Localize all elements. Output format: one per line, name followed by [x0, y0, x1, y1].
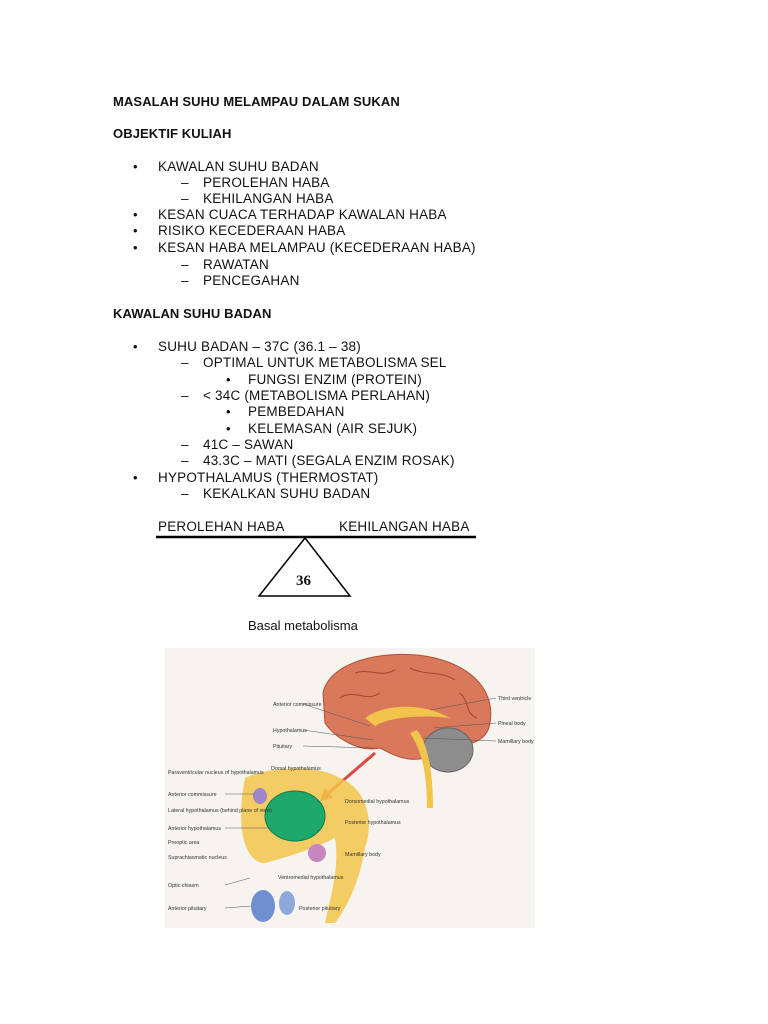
objective-subitem: PEROLEHAN HABA [203, 175, 330, 190]
figure-label: Dorsomedial hypothalamus [345, 799, 410, 805]
hypothalamus-figure [165, 648, 535, 928]
temp-subsubitem: KELEMASAN (AIR SEJUK) [248, 421, 418, 436]
dash-icon: – [181, 437, 189, 452]
temp-subsubitem: PEMBEDAHAN [248, 404, 345, 419]
figure-label: Posterior pituitary [299, 906, 341, 912]
objective-item: KESAN HABA MELAMPAU (KECEDERAAN HABA) [158, 240, 476, 255]
figure-label: Hypothalamus [273, 728, 307, 734]
figure-label: Third ventricle [498, 696, 532, 702]
objective-item: RISIKO KECEDERAAN HABA [158, 223, 346, 238]
temp-subitem: 43.3C – MATI (SEGALA ENZIM ROSAK) [203, 453, 455, 468]
bullet-icon: • [133, 207, 138, 222]
temp-item: HYPOTHALAMUS (THERMOSTAT) [158, 470, 379, 485]
temp-subsubitem: FUNGSI ENZIM (PROTEIN) [248, 372, 422, 387]
figure-label: Anterior hypothalamus [168, 826, 221, 832]
temp-subitem: OPTIMAL UNTUK METABOLISMA SEL [203, 355, 447, 370]
bullet-icon: • [226, 421, 231, 436]
dash-icon: – [181, 486, 189, 501]
figure-label: Optic chiasm [168, 883, 199, 889]
posterior-pituitary-shape [279, 891, 295, 915]
balance-caption: Basal metabolisma [248, 618, 358, 633]
bullet-icon: • [226, 404, 231, 419]
figure-label: Lateral hypothalamus (behind plane of view) [168, 808, 272, 814]
temp-subitem: KEKALKAN SUHU BADAN [203, 486, 371, 501]
temp-subitem: < 34C (METABOLISMA PERLAHAN) [203, 388, 431, 403]
objective-subitem: KEHILANGAN HABA [203, 191, 334, 206]
objective-item: KESAN CUACA TERHADAP KAWALAN HABA [158, 207, 447, 222]
figure-label: Mamillary body [498, 739, 534, 745]
figure-label: Pituitary [273, 744, 293, 750]
objective-subitem: RAWATAN [203, 257, 269, 272]
figure-label: Anterior commissure [273, 702, 322, 708]
figure-label: Anterior commissure [168, 792, 217, 798]
figure-label: Mamillary body [345, 852, 381, 858]
figure-label: Anterior pituitary [168, 906, 207, 912]
figure-label: Suprachiasmatic nucleus [168, 855, 227, 861]
document-title: MASALAH SUHU MELAMPAU DALAM SUKAN [113, 94, 400, 109]
figure-label: Posterior hypothalamus [345, 820, 401, 826]
bullet-icon: • [133, 470, 138, 485]
mamillary-body-shape [308, 844, 326, 862]
bullet-icon: • [133, 240, 138, 255]
dash-icon: – [181, 453, 189, 468]
anterior-pituitary-shape [251, 890, 275, 922]
figure-label: Ventromedial hypothalamus [278, 875, 344, 881]
balance-left-label: PEROLEHAN HABA [158, 519, 285, 534]
objective-item: KAWALAN SUHU BADAN [158, 159, 319, 174]
objectives-heading: OBJEKTIF KULIAH [113, 126, 232, 141]
balance-scale-diagram [150, 534, 485, 604]
figure-label: Preoptic area [168, 840, 200, 846]
bullet-icon: • [133, 339, 138, 354]
figure-label: Dorsal hypothalamus [271, 766, 321, 772]
figure-label: Pineal body [498, 721, 526, 727]
dash-icon: – [181, 191, 189, 206]
bullet-icon: • [133, 159, 138, 174]
section-heading: KAWALAN SUHU BADAN [113, 306, 272, 321]
hypothalamus-nuclei-shape [265, 791, 325, 841]
dash-icon: – [181, 175, 189, 190]
balance-right-label: KEHILANGAN HABA [339, 519, 470, 534]
balance-value: 36 [296, 573, 311, 589]
cerebellum-shape [423, 728, 473, 772]
bullet-icon: • [226, 372, 231, 387]
temp-subitem: 41C – SAWAN [203, 437, 294, 452]
temp-item: SUHU BADAN – 37C (36.1 – 38) [158, 339, 361, 354]
dash-icon: – [181, 257, 189, 272]
dash-icon: – [181, 273, 189, 288]
objective-subitem: PENCEGAHAN [203, 273, 300, 288]
bullet-icon: • [133, 223, 138, 238]
paraventricular-nucleus-shape [253, 788, 267, 804]
dash-icon: – [181, 388, 189, 403]
dash-icon: – [181, 355, 189, 370]
figure-label: Paraventricular nucleus of hypothalamus [168, 770, 264, 776]
